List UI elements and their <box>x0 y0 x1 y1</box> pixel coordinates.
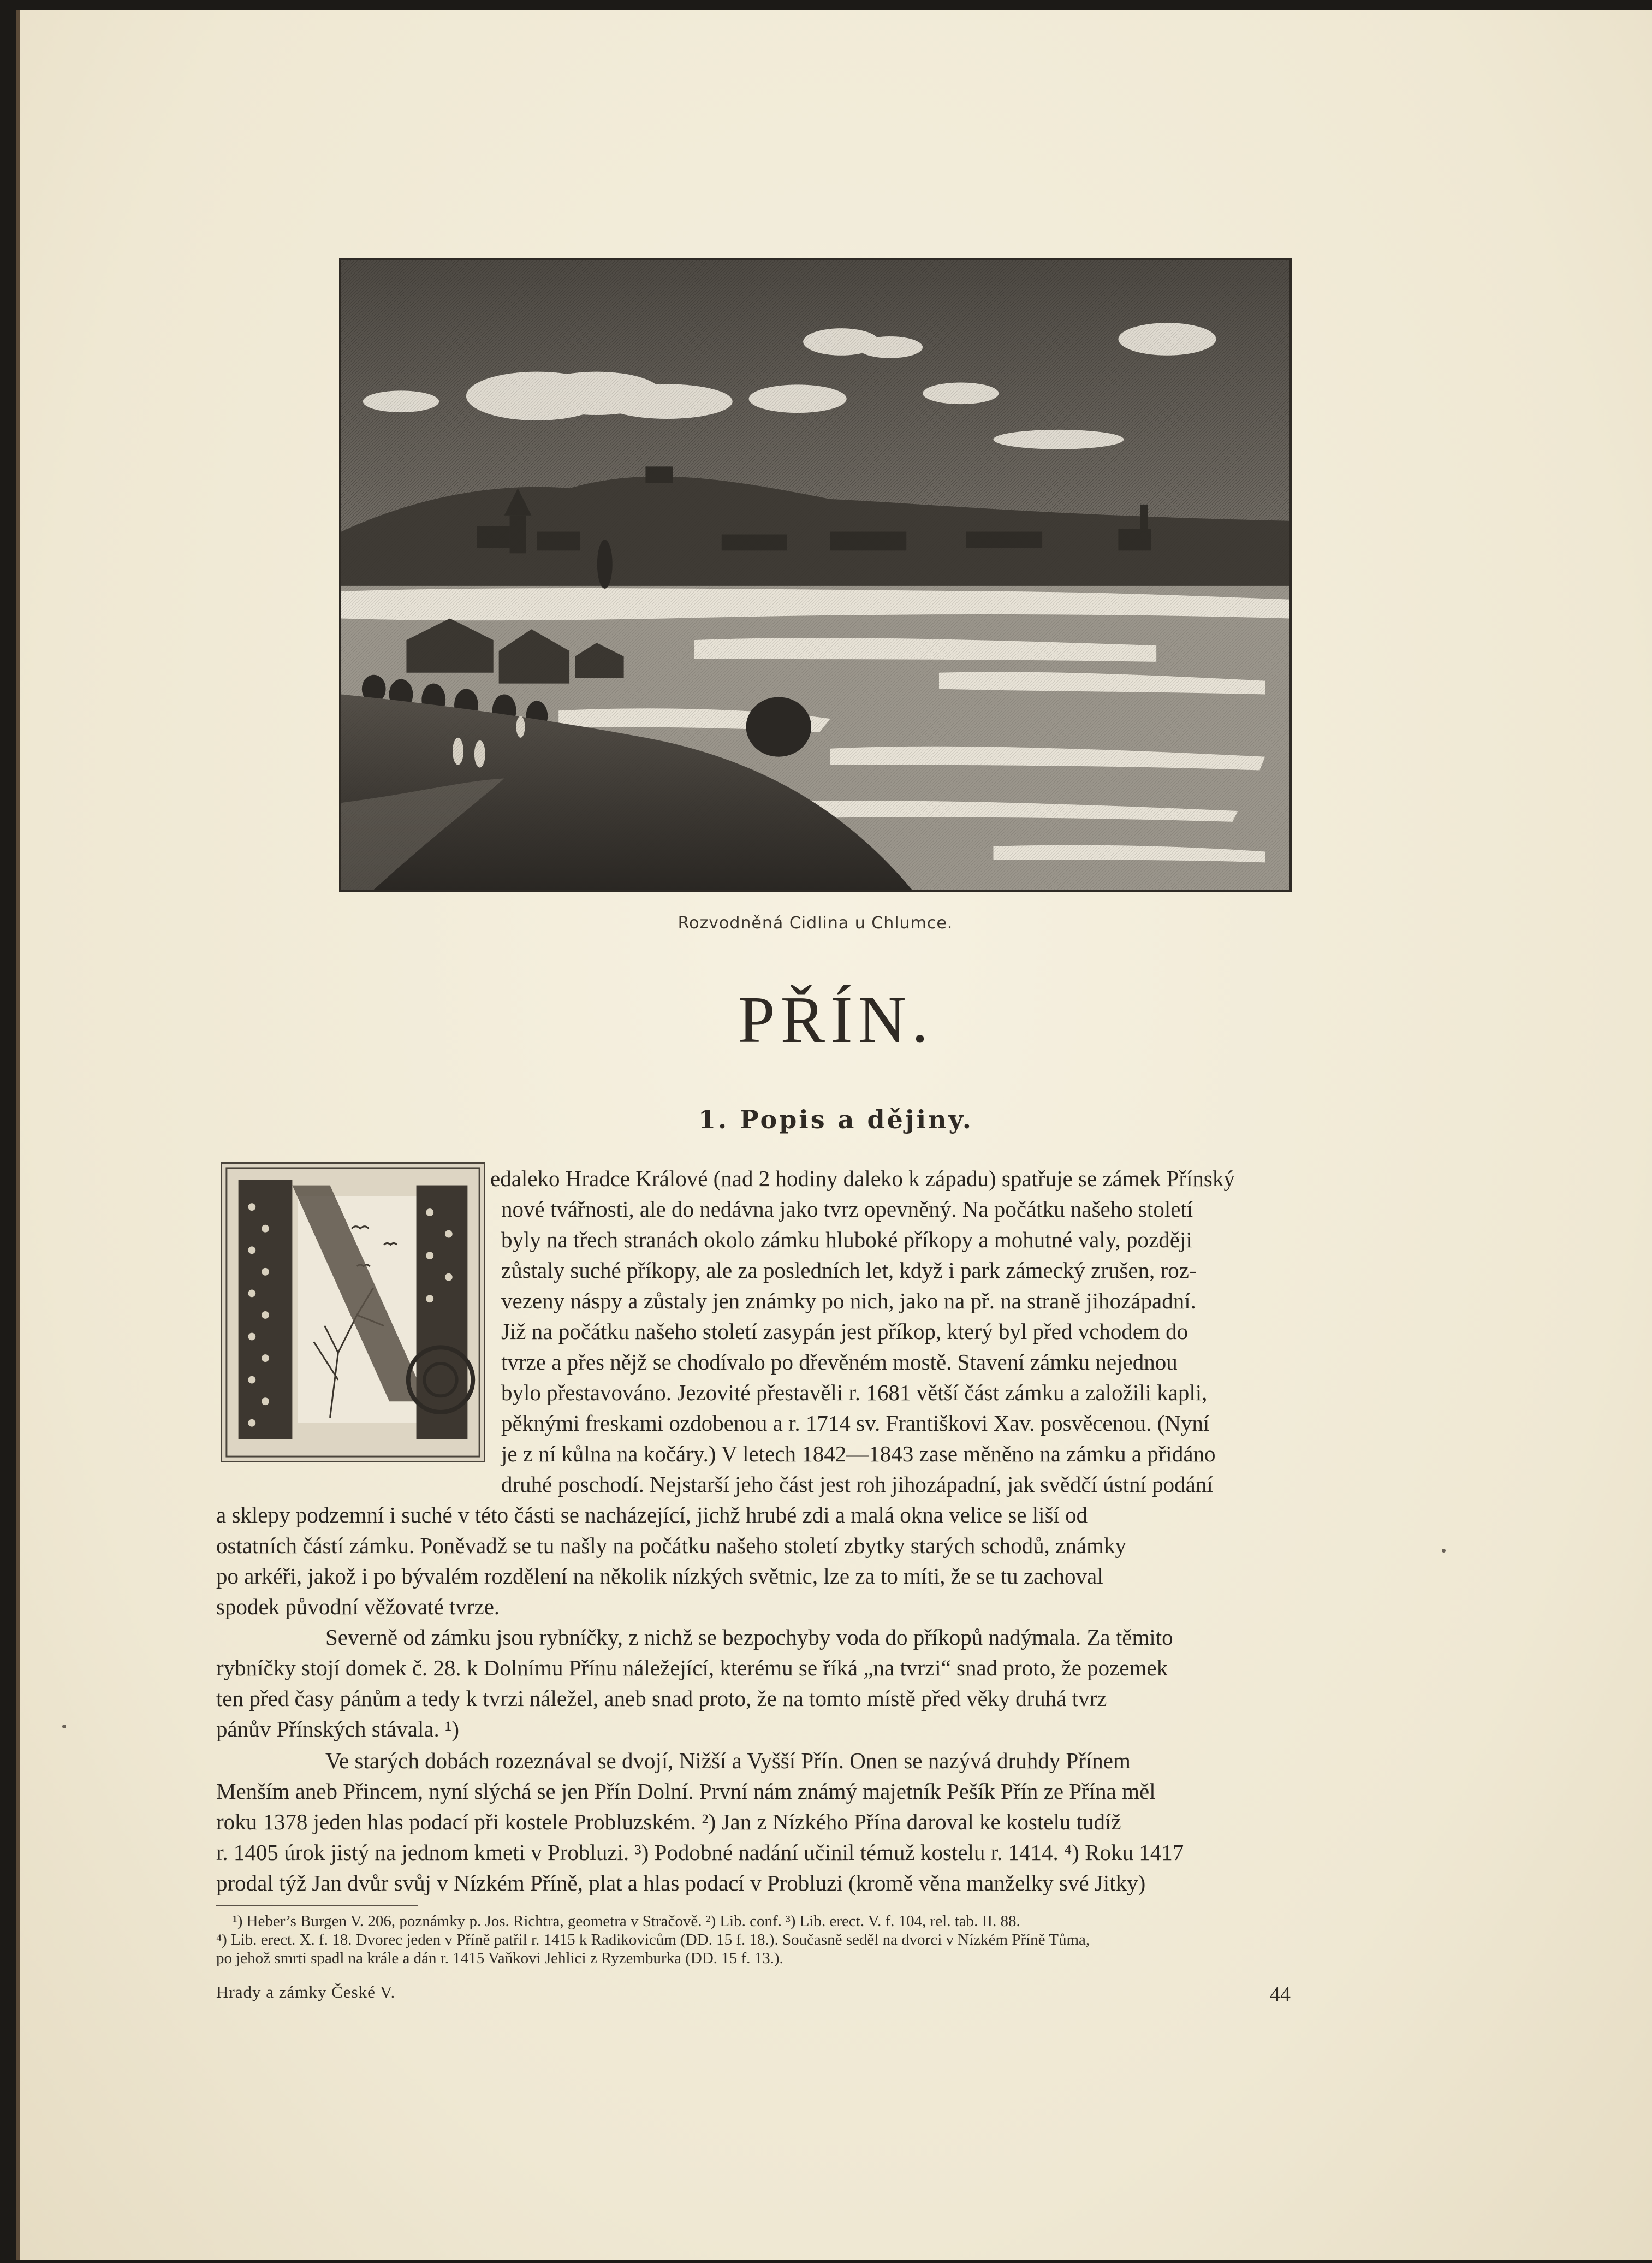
paper-speck <box>1442 1549 1446 1553</box>
body-line: Již na počátku našeho století zasypán jest příkop, který byl před vchodem do <box>501 1319 1189 1344</box>
body-line: r. 1405 úrok jistý na jednom kmeti v Probluzi. ³) Podobné nadání učinil témuž kostelu r. 1414. ⁴) Roku 1417 <box>216 1840 1184 1865</box>
engraving-flooded-river <box>339 258 1292 892</box>
page-number: 44 <box>1270 1983 1291 2006</box>
body-line: byly na třech stranách okolo zámku hluboké příkopy a mohutné valy, později <box>501 1227 1192 1252</box>
footnote-rule <box>216 1905 418 1906</box>
body-line: Menším aneb Přincem, nyní slýchá se jen Přín Dolní. První nám známý majetník Pešík Přín ze Přína měl <box>216 1779 1156 1804</box>
body-line: druhé poschodí. Nejstarší jeho část jest roh jihozápadní, jak svědčí ústní podání <box>501 1472 1213 1497</box>
body-line: prodal týž Jan dvůr svůj v Nízkém Příně, plat a hlas podací v Probluzi (kromě věna manželky své Jitky) <box>216 1870 1146 1895</box>
body-line: spodek původní věžovaté tvrze. <box>216 1594 500 1619</box>
body-line: ten před časy pánům a tedy k tvrzi náležel, aneb snad proto, že na tomto místě před věky druhá tvrz <box>216 1686 1107 1711</box>
body-line: a sklepy podzemní i suché v této části se nacházející, jichž hrubé zdi a malá okna velice se liší od <box>216 1502 1088 1527</box>
illustration-caption: Rozvodněná Cidlina u Chlumce. <box>678 914 953 933</box>
body-line: vezeny náspy a zůstaly jen známky po nich, jako na př. na straně jihozápadní. <box>501 1288 1196 1313</box>
body-line: Ve starých dobách rozeznával se dvojí, Nižší a Vyšší Přín. Onen se nazývá druhdy Přínem <box>325 1748 1131 1773</box>
body-line: Severně od zámku jsou rybníčky, z nichž se bezpochyby voda do příkopů nadýmala. Za těmito <box>325 1625 1173 1650</box>
body-line: rybníčky stojí domek č. 28. k Dolnímu Přínu náležející, kterému se říká „na tvrzi“ snad proto, že pozemek <box>216 1655 1168 1680</box>
body-line: bylo přestavováno. Jezovité přestavěli r. 1681 větší část zámku a založili kapli, <box>501 1380 1208 1405</box>
body-line: zůstaly suché příkopy, ale za posledních let, když i park zámecký zrušen, roz- <box>501 1258 1197 1283</box>
body-line: edaleko Hradce Králové (nad 2 hodiny daleko k západu) spatřuje se zámek Přínský <box>490 1166 1235 1191</box>
body-line: tvrze a přes nějž se chodívalo po dřevěném mostě. Stavení zámku nejednou <box>501 1349 1178 1375</box>
book-page <box>16 10 1652 2260</box>
body-line: ostatních částí zámku. Poněvadž se tu našly na počátku našeho století zbytky starých schodů, známky <box>216 1533 1126 1558</box>
decorated-initial-N <box>221 1162 485 1462</box>
body-line: po arkéři, jakož i po bývalém rozdělení na několik nízkých světnic, lze za to míti, že se tu zachoval <box>216 1563 1103 1589</box>
paper-speck <box>62 1725 66 1728</box>
body-line: pánův Přínských stávala. ¹) <box>216 1716 459 1741</box>
section-heading: 1. Popis a dějiny. <box>698 1105 973 1134</box>
body-line: je z ní kůlna na kočáry.) V letech 1842—1843 zase měněno na zámku a přidáno <box>501 1441 1216 1466</box>
chapter-title: PŘÍN. <box>738 983 934 1057</box>
body-line: nové tvářnosti, ale do nedávna jako tvrz opevněný. Na počátku našeho století <box>501 1196 1193 1222</box>
running-footer: Hrady a zámky České V. <box>216 1982 396 2001</box>
footnote-line: ⁴) Lib. erect. X. f. 18. Dvorec jeden v Příně patřil r. 1415 k Radikovicům (DD. 15 f. 18.). Současně seděl na dvorci v Nízkém Příně Tůma, <box>216 1931 1090 1948</box>
footnote-line: ¹) Heber’s Burgen V. 206, poznámky p. Jos. Richtra, geometra v Stračově. ²) Lib. conf. ³) Lib. erect. V. f. 104, rel. tab. II. 88. <box>233 1912 1020 1930</box>
body-line: pěknými freskami ozdobenou a r. 1714 sv. Františkovi Xav. posvěcenou. (Nyní <box>501 1411 1210 1436</box>
body-line: roku 1378 jeden hlas podací při kostele Probluzském. ²) Jan z Nízkého Přína daroval ke kostelu tudíž <box>216 1809 1121 1834</box>
footnote-line: po jehož smrti spadl na krále a dán r. 1415 Vaňkovi Jehlici z Ryzemburka (DD. 15 f. 13.). <box>216 1950 783 1967</box>
